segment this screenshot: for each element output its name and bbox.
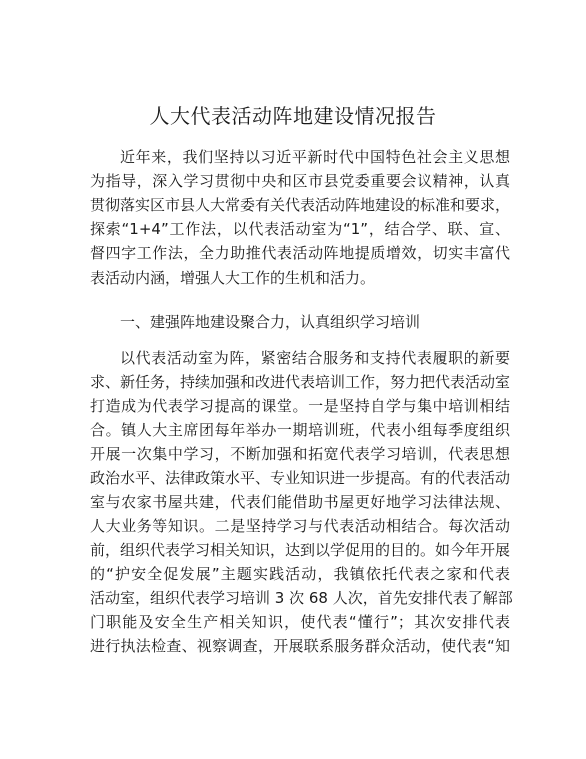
paragraph-line: 探索“1+4”工作法，以代表活动室为“1”，结合学、联、宣、 [90, 220, 510, 238]
paragraph-line: 为指导，深入学习贯彻中央和区市县党委重要会议精神，认真 [90, 172, 510, 190]
paragraph-line: 督四字工作法，全力助推代表活动阵地提质增效，切实丰富代 [90, 244, 510, 262]
paragraph-line: 求、新任务，持续加强和改进代表培训工作，努力把代表活动室 [90, 373, 511, 391]
paragraph-line: 室与农家书屋共建，代表们能借助书屋更好地学习法律法规、 [90, 493, 510, 511]
paragraph-line: 人大业务等知识。二是坚持学习与代表活动相结合。每次活动 [90, 517, 510, 535]
paragraph-line: 进行执法检查、视察调查，开展联系服务群众活动，使代表“知 [90, 637, 510, 655]
paragraph-line: 前，组织代表学习相关知识，达到以学促用的目的。如今年开展 [90, 541, 511, 559]
paragraph-line: 政治水平、法律政策水平、专业知识进一步提高。有的代表活动 [90, 469, 511, 487]
section-heading: 一、建强阵地建设聚合力，认真组织学习培训 [120, 313, 421, 331]
document-title: 人大代表活动阵地建设情况报告 [149, 104, 437, 128]
paragraph-line: 贯彻落实区市县人大常委有关代表活动阵地建设的标准和要求， [90, 196, 511, 214]
paragraph-line: 门职能及安全生产相关知识，使代表“懂行”；其次安排代表 [90, 613, 510, 631]
paragraph-line: 以代表活动室为阵，紧密结合服务和支持代表履职的新要 [120, 349, 510, 367]
paragraph-line: 活动室，组织代表学习培训 3 次 68 人次，首先安排代表了解部 [90, 589, 513, 607]
paragraph-line: 合。镇人大主席团每年举办一期培训班，代表小组每季度组织 [90, 421, 510, 439]
paragraph-line: 近年来，我们坚持以习近平新时代中国特色社会主义思想 [120, 148, 510, 166]
paragraph-line: 开展一次集中学习，不断加强和拓宽代表学习培训，代表思想 [90, 445, 510, 463]
paragraph-line: 打造成为代表学习提高的课堂。一是坚持自学与集中培训相结 [90, 397, 510, 415]
paragraph-line: 表活动内涵，增强人大工作的生机和活力。 [90, 269, 376, 287]
paragraph-line: 的“护安全促发展”主题实践活动，我镇依托代表之家和代表 [90, 565, 510, 583]
